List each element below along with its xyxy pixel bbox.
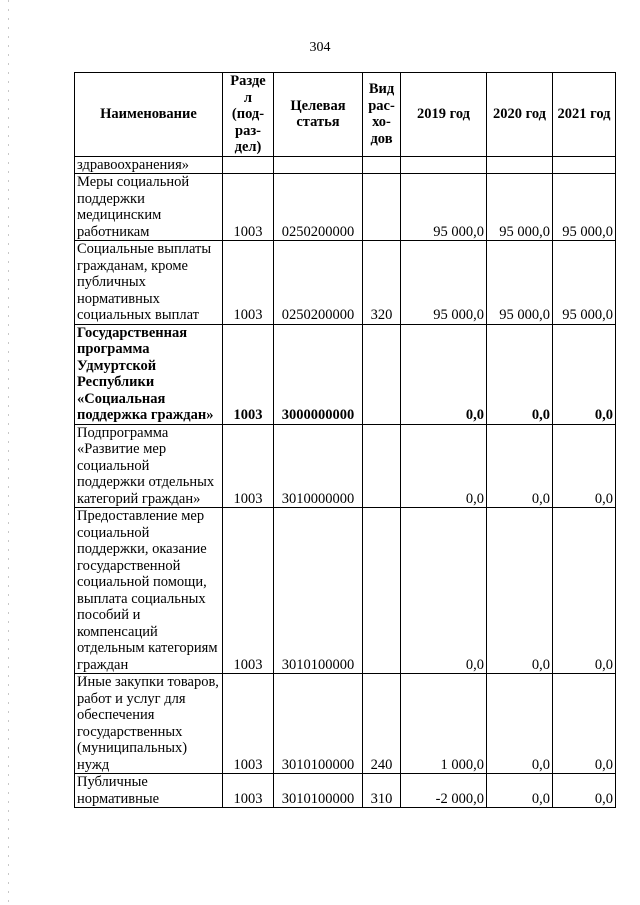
budget-table bbox=[74, 72, 616, 808]
row-target: 3010000000 bbox=[274, 424, 363, 508]
row-kind bbox=[363, 174, 401, 241]
row-target bbox=[274, 156, 363, 174]
row-2021: 0,0 bbox=[553, 324, 616, 424]
header-2021: 2021 год bbox=[553, 73, 616, 157]
row-2021: 0,0 bbox=[553, 508, 616, 674]
table-row bbox=[75, 674, 616, 774]
scan-edge-dots bbox=[8, 0, 9, 905]
row-2021: 95 000,0 bbox=[553, 174, 616, 241]
row-section: 1003 bbox=[223, 174, 274, 241]
header-row bbox=[75, 73, 616, 157]
row-2019: 1 000,0 bbox=[401, 674, 487, 774]
row-name: здравоохранения» bbox=[75, 156, 223, 174]
row-name: Меры социальной поддержки медицинским работникам bbox=[75, 174, 223, 241]
row-name: Подпрограмма «Развитие мер социальной поддержки отдельных категорий граждан» bbox=[75, 424, 223, 508]
table-row bbox=[75, 174, 616, 241]
header-section bbox=[223, 73, 274, 157]
row-kind bbox=[363, 156, 401, 174]
row-target: 0250200000 bbox=[274, 174, 363, 241]
row-2020: 95 000,0 bbox=[487, 174, 553, 241]
table-row bbox=[75, 508, 616, 674]
page-number: 304 bbox=[309, 40, 331, 55]
row-target: 3010100000 bbox=[274, 674, 363, 774]
row-target: 0250200000 bbox=[274, 241, 363, 325]
row-2021: 0,0 bbox=[553, 774, 616, 808]
row-section: 1003 bbox=[223, 674, 274, 774]
row-name: Социальные выплаты гражданам, кроме публичных нормативных социальных выплат bbox=[75, 241, 223, 325]
row-target: 3010100000 bbox=[274, 508, 363, 674]
row-2019: -2 000,0 bbox=[401, 774, 487, 808]
row-name: Публичные нормативные bbox=[75, 774, 223, 808]
row-kind bbox=[363, 508, 401, 674]
row-target: 3000000000 bbox=[274, 324, 363, 424]
row-2020: 0,0 bbox=[487, 774, 553, 808]
table-row bbox=[75, 241, 616, 325]
row-section: 1003 bbox=[223, 424, 274, 508]
header-2019: 2019 год bbox=[401, 73, 487, 157]
table-row bbox=[75, 156, 616, 174]
header-section-text: Раздел (под-раз-дел) bbox=[230, 73, 266, 155]
row-kind: 320 bbox=[363, 241, 401, 325]
header-target bbox=[274, 73, 363, 157]
row-2020: 0,0 bbox=[487, 674, 553, 774]
row-kind bbox=[363, 324, 401, 424]
row-2021: 95 000,0 bbox=[553, 241, 616, 325]
row-section: 1003 bbox=[223, 508, 274, 674]
row-2019: 0,0 bbox=[401, 424, 487, 508]
row-section bbox=[223, 156, 274, 174]
row-2020: 0,0 bbox=[487, 508, 553, 674]
row-2019: 95 000,0 bbox=[401, 174, 487, 241]
row-2019: 95 000,0 bbox=[401, 241, 487, 325]
header-target-text: Целевая статья bbox=[290, 97, 346, 131]
header-kind bbox=[363, 73, 401, 157]
row-name: Государственная программа Удмуртской Республики «Социальная поддержка граждан» bbox=[75, 324, 223, 424]
row-2020: 0,0 bbox=[487, 424, 553, 508]
table-row bbox=[75, 774, 616, 808]
row-kind bbox=[363, 424, 401, 508]
row-2020 bbox=[487, 156, 553, 174]
row-section: 1003 bbox=[223, 324, 274, 424]
row-2021: 0,0 bbox=[553, 424, 616, 508]
row-name: Иные закупки товаров, работ и услуг для обеспечения государственных (муниципальных) нужд bbox=[75, 674, 223, 774]
row-2021 bbox=[553, 156, 616, 174]
row-2020: 95 000,0 bbox=[487, 241, 553, 325]
header-kind-text: Вид рас-хо-дов bbox=[368, 81, 395, 147]
header-2020: 2020 год bbox=[487, 73, 553, 157]
table-row bbox=[75, 324, 616, 424]
row-2019: 0,0 bbox=[401, 508, 487, 674]
row-2019: 0,0 bbox=[401, 324, 487, 424]
row-2021: 0,0 bbox=[553, 674, 616, 774]
row-kind: 240 bbox=[363, 674, 401, 774]
row-section: 1003 bbox=[223, 241, 274, 325]
row-kind: 310 bbox=[363, 774, 401, 808]
row-2019 bbox=[401, 156, 487, 174]
header-name: Наименование bbox=[75, 73, 223, 157]
row-target: 3010100000 bbox=[274, 774, 363, 808]
table-row bbox=[75, 424, 616, 508]
row-name: Предоставление мер социальной поддержки, оказание государственной социальной помощи, выплата социальных пособий и компенсаций отдельным категориям граждан bbox=[75, 508, 223, 674]
row-2020: 0,0 bbox=[487, 324, 553, 424]
row-section: 1003 bbox=[223, 774, 274, 808]
